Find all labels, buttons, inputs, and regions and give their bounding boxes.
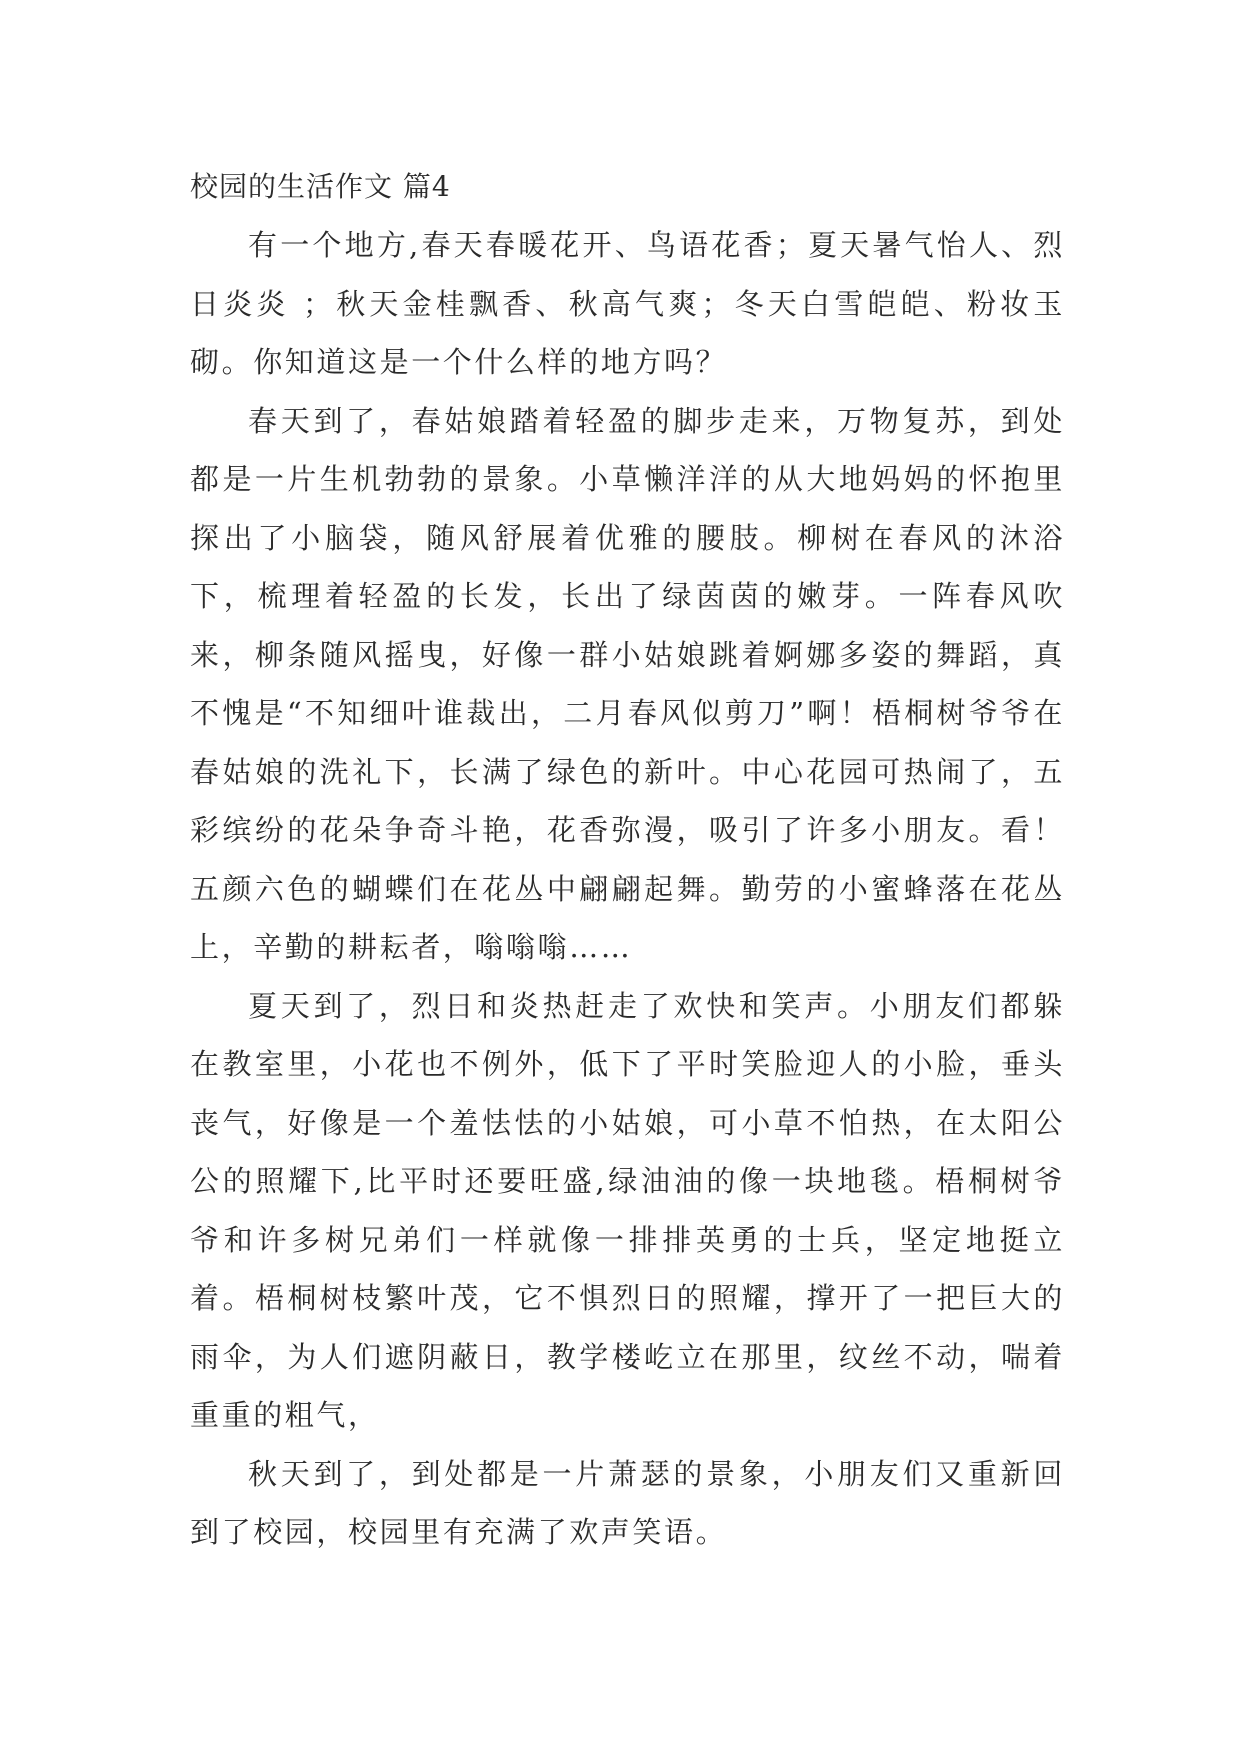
paragraph: 秋天到了，到处都是一片萧瑟的景象，小朋友们又重新回到了校园，校园里有充满了欢声笑语。 xyxy=(190,1456,1065,1549)
paragraph: 春天到了，春姑娘踏着轻盈的脚步走来，万物复苏，到处都是一片生机勃勃的景象。小草懒洋洋的从大地妈妈的怀抱里探出了小脑袋，随风舒展着优雅的腰肢。柳树在春风的沐浴下，梳理着轻盈的长发，长出了绿茵茵的嫩芽。一阵春风吹来，柳条随风摇曳，好像一群小姑娘跳着婀娜多姿的舞蹈，真不愧是“不知细叶谁裁出，二月春风似剪刀”啊！梧桐树爷爷在春姑娘的洗礼下，长满了绿色的新叶。中心花园可热闹了，五彩缤纷的花朵争奇斗艳，花香弥漫，吸引了许多小朋友。看！五颜六色的蝴蝶们在花丛中翩翩起舞。勤劳的小蜜蜂落在花丛上，辛勤的耕耘者，嗡嗡嗡…… xyxy=(190,403,1065,964)
document-title: 校园的生活作文 篇4 xyxy=(190,170,451,203)
document-body xyxy=(190,158,1065,1562)
paragraph: 有一个地方,春天春暖花开、鸟语花香；夏天暑气怡人、烈日炎炎 ；秋天金桂飘香、秋高气爽；冬天白雪皑皑、粉妆玉砌。你知道这是一个什么样的地方吗？ xyxy=(190,228,1065,379)
paragraph: 夏天到了，烈日和炎热赶走了欢快和笑声。小朋友们都躲在教室里，小花也不例外，低下了平时笑脸迎人的小脸，垂头丧气，好像是一个羞怯怯的小姑娘，可小草不怕热，在太阳公公的照耀下,比平时还要旺盛,绿油油的像一块地毯。梧桐树爷爷和许多树兄弟们一样就像一排排英勇的士兵，坚定地挺立着。梧桐树枝繁叶茂，它不惧烈日的照耀，撑开了一把巨大的雨伞，为人们遮阴蔽日，教学楼屹立在那里，纹丝不动，喘着重重的粗气， xyxy=(190,988,1065,1432)
